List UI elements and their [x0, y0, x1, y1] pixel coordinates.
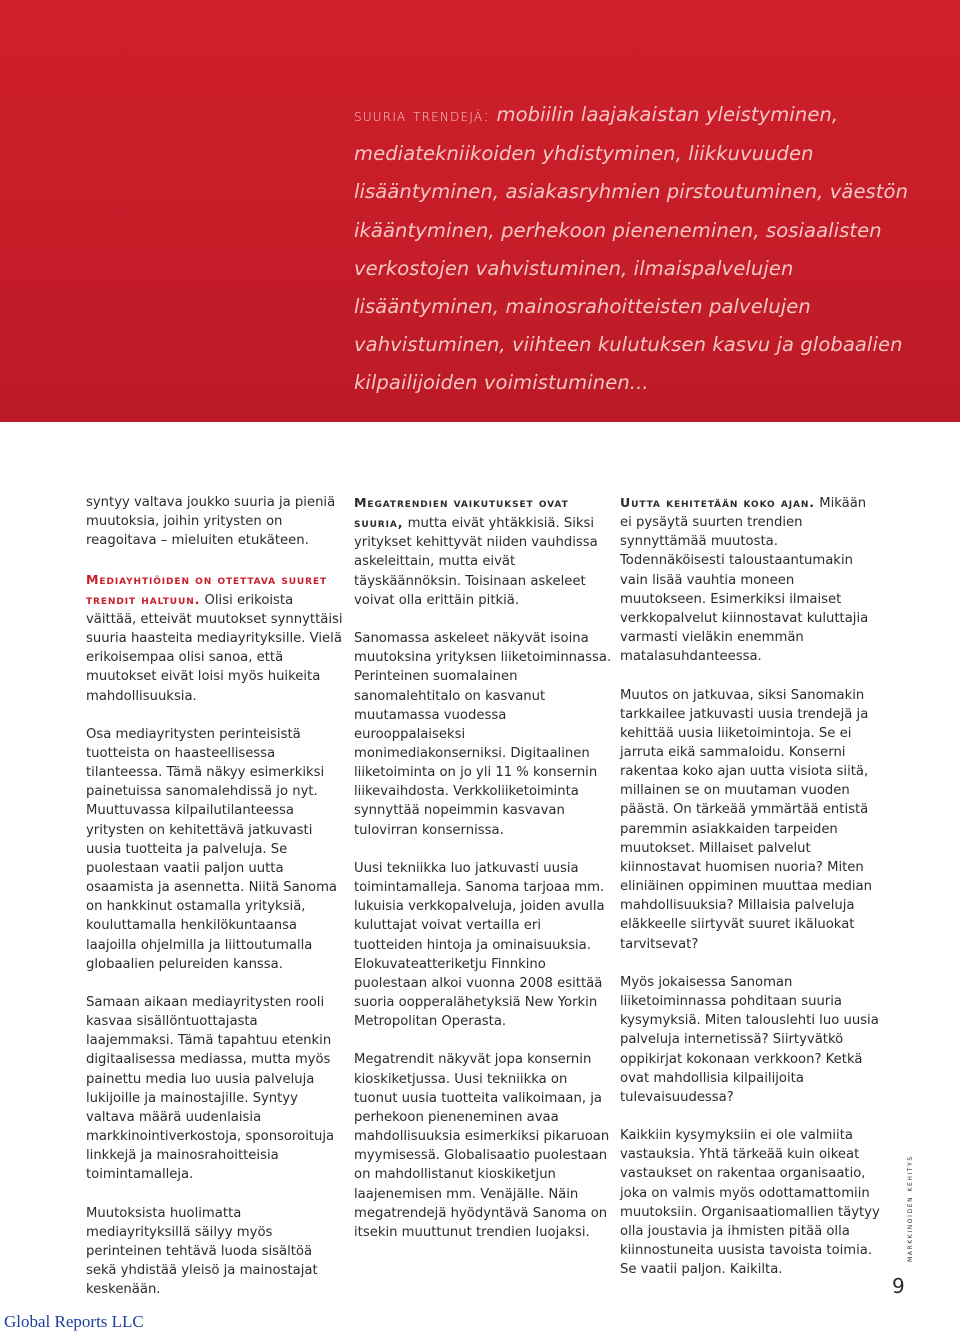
paragraph-text: mutta eivät yhtäkkisiä. Siksi yritykset kehittyvät niiden vauhdissa askeleittain, mutta eivät täyskäännöksin. Toisinaan askeleet voivat olla erittäin pitkiä. [354, 516, 598, 608]
paragraph-text: Mikään ei pysäytä suurten trendien synnyttämää muutosta. Todennäköisesti taloustaantumakin vain lisää vauhtia moneen muutokseen. Esimerkiksi ilmaiset verkkopalvelut kiinnostavat kuluttajia varmasti vieläkin enemmän matalasuhdanteessa. [620, 496, 869, 665]
paragraph: Kaikkiin kysymyksiin ei ole valmiita vastauksia. Yhtä tärkeää kuin oikeat vastaukset on rakentaa organisaatio, joka on valmis myös odottamattomiin muutoksiin. Organisaatiomallien täytyy olla joustavia ja ihmisten pitää olla kiinnostuneita uusista tavoista toimia. Se vaatii paljon. Kaikilta. [620, 1128, 880, 1278]
paragraph [354, 493, 612, 610]
paragraph: Uusi tekniikka luo jatkuvasti uusia toimintamalleja. Sanoma tarjoaa mm. lukuisia verkkopalveluja, joiden avulla kuluttajat voivat vertailla eri tuotteiden hintoja ja ominaisuuksia. Elokuvateatteriketju Finnkino puolestaan alkoi vuonna 2008 esittää suoria oopperalähetyksiä New Yorkin Metropolitan Operasta. [354, 860, 605, 1030]
section-side-label: markkinoiden kehitys [905, 1155, 915, 1262]
paragraph: Muutoksista huolimatta mediayrityksillä säilyy myös perinteinen tehtävä luoda sisältöä sekä yhdistää yleisö ja mainostajat keskenään. [86, 1205, 318, 1298]
paragraph: Muutos on jatkuvaa, siksi Sanomakin tarkkailee jatkuvasti uusia trendejä ja kehittää uusia liiketoimintoja. Se ei jarruta eikä sammaloidu. Konserni rakentaa koko ajan uutta visiota siitä, millainen se on muutaman vuoden päästä. On tärkeää ymmärtää entistä paremmin asiakkaiden tarpeiden muutokset. Millaiset palvelut kiinnostavat huomisen nuoria? Miten eliniäinen oppiminen muuttaa median mahdollisuuksia? Millaisia palveluja eläkkeelle siirtyvät suuret ikäluokat tarvitsevat? [620, 687, 872, 952]
column-right [620, 493, 882, 1299]
hero-banner [0, 0, 960, 422]
publisher-watermark: Global Reports LLC [4, 1312, 144, 1331]
hero-lead: suuria trendejä: [354, 106, 491, 126]
section-heading: Uutta kehitetään koko ajan. [620, 495, 815, 510]
paragraph [86, 570, 344, 706]
section-heading: Mediayhtiöiden on otettava suuret trendit haltuun. [86, 571, 328, 607]
paragraph [620, 493, 882, 666]
paragraph-text: Olisi erikoista väittää, etteivät muutokset synnyttäisi suuria haasteita mediayrityksille. Vielä erikoisempaa olisi sanoa, että muutokset eivät loisi myös huikeita mahdollisuuksia. [86, 592, 343, 704]
paragraph: Samaan aikaan mediayritysten rooli kasvaa sisällöntuottajasta laajemmaksi. Tämä tapahtuu etenkin digitaalisessa mediassa, mutta myös painettu media luo uusia palveluja lukijoille ja mainostajille. Syntyy valtava määrä uudenlaisia markkinointiverkostoja, sponsoroituja linkkejä ja mainosrahoitteisia toimintamalleja. [86, 995, 335, 1183]
paragraph: Myös jokaisessa Sanoman liiketoiminnassa pohditaan suuria kysymyksiä. Miten talouslehti luo uusia palveluja internetissä? Siirtyvätkö oppikirjat kokonaan verkkoon? Ketkä ovat mahdollisia kilpailijoita tulevaisuudessa? [620, 974, 879, 1105]
page-number: 9 [892, 1274, 905, 1298]
paragraph: Sanomassa askeleet näkyvät isoina muutoksina yrityksen liiketoiminnassa. Perinteinen suomalainen sanomalehtitalo on kasvanut muutamassa vuodessa eurooppalaiseksi monimediakonserniksi. Digitaalinen liiketoiminta on jo yli 11 % konsernin liikevaihdosta. Verkkoliiketoiminta synnyttää nopeimmin kasvavan tulovirran konsernissa. [354, 631, 612, 838]
hero-body: mobiilin laajakaistan yleistyminen, mediatekniikoiden yhdistyminen, liikkuvuuden lisääntyminen, asiakasryhmien pirstoutuminen, väestön ikääntyminen, perhekoon pieneneminen, sosiaalisten verkostojen vahvistuminen, ilmaispalvelujen lisääntyminen, mainosrahoitteisten palvelujen vahvistuminen, viihteen kulutuksen kasvu ja globaalien kilpailijoiden voimistuminen... [354, 103, 909, 395]
paragraph: Megatrendit näkyvät jopa konsernin kioskiketjussa. Uusi tekniikka on tuonut uusia tuotteita valikoimaan, ja perhekoon pieneneminen avaa mahdollisuuksia esimerkiksi pikaruoan myymisessä. Globalisaatio puolestaan on mahdollistanut kioskiketjun laajenemisen mm. Venäjälle. Näin megatrendejä hyödyntävä Sanoma on itsekin muuttunut trendien luojaksi. [354, 1052, 610, 1240]
column-left [86, 493, 344, 1319]
section-heading: Megatrendien vaikutukset ovat suuria, [354, 495, 569, 531]
paragraph: Osa mediayritysten perinteisistä tuotteista on haasteellisessa tilanteessa. Tämä näkyy esimerkiksi painetuissa sanomalehdissä jo nyt. Muuttuvassa kilpailutilanteessa yritysten on kehitettävä jatkuvasti uusia tuotteita ja palveluja. Se puolestaan vaatii paljon uutta osaamista ja asennetta. Niitä Sanoma on hankkinut ostamalla yrityksiä, kouluttamalla henkilökuntaansa laajoilla ohjelmilla ja liittoutumalla globaalien pelureiden kanssa. [86, 726, 338, 972]
column-middle [354, 493, 612, 1261]
hero-text [354, 96, 914, 403]
paragraph: syntyy valtava joukko suuria ja pieniä muutoksia, joihin yritysten on reagoitava – mieluiten etukäteen. [86, 495, 336, 549]
